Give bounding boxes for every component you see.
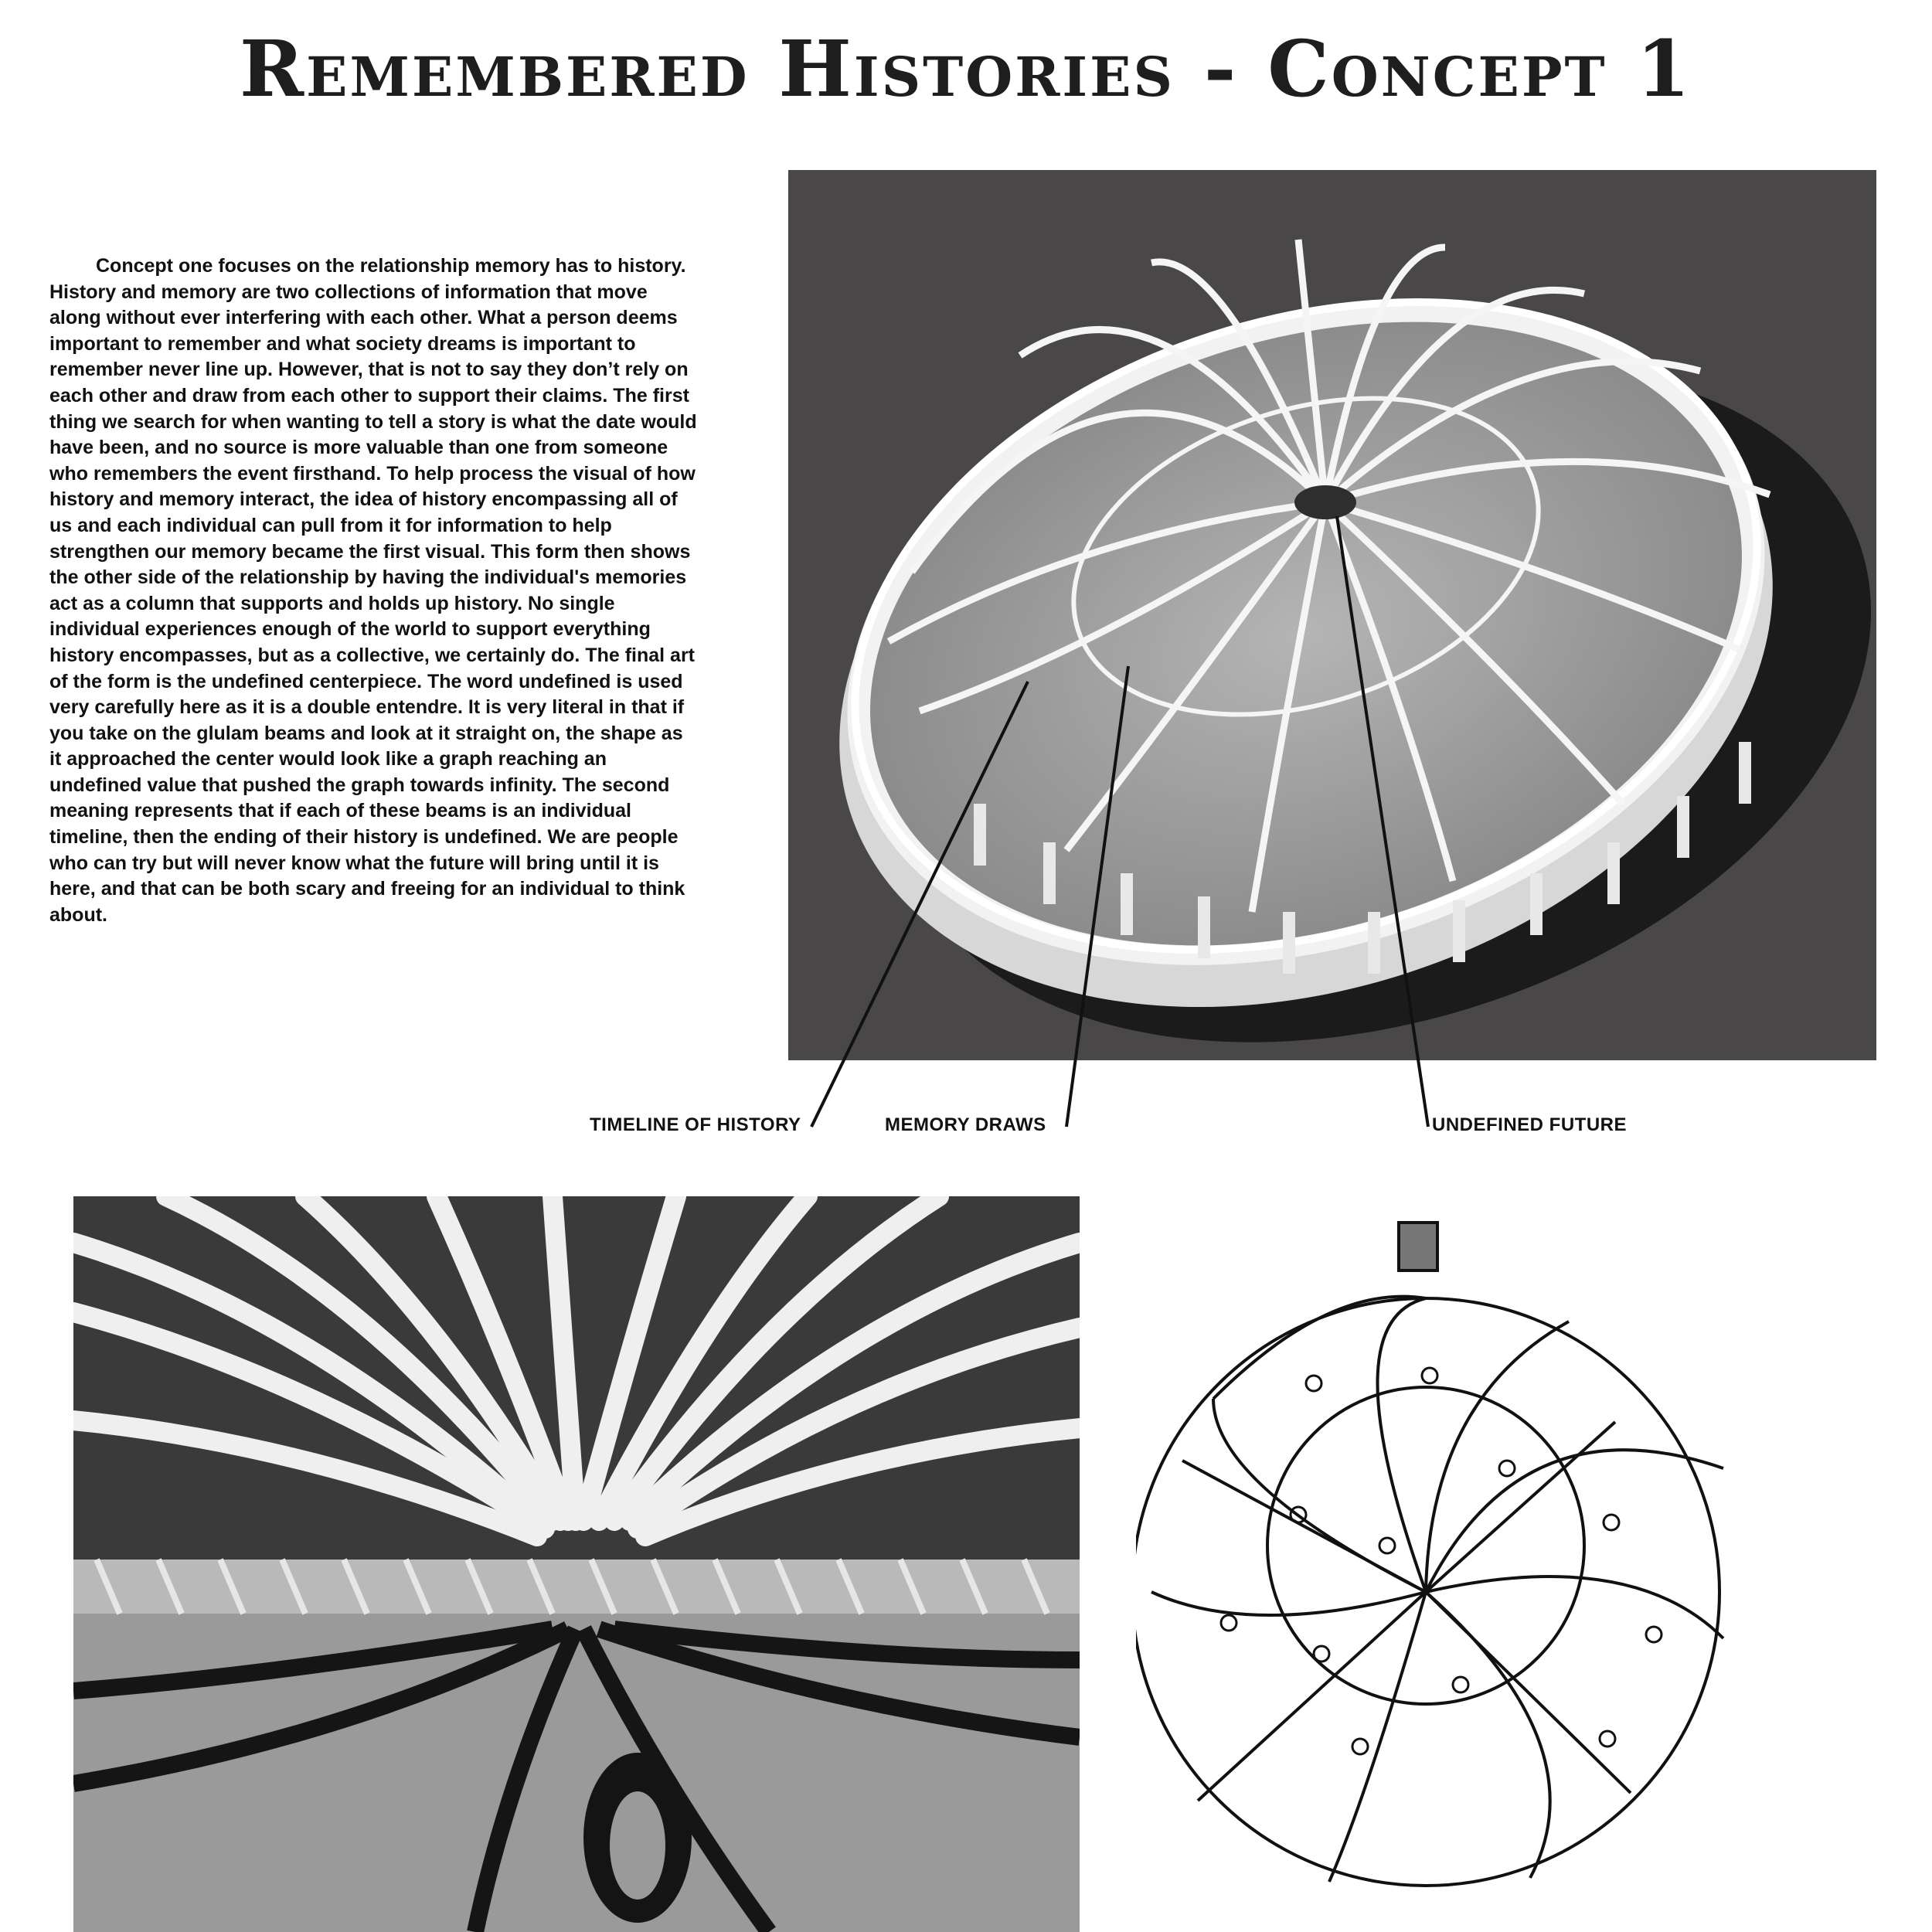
- callout-memory-draws: MEMORY DRAWS: [885, 1114, 1046, 1135]
- callout-undefined-future: UNDEFINED FUTURE: [1432, 1114, 1627, 1135]
- concept-paragraph: Concept one focuses on the relationship memory has to history. History and memory are two collections of information that move along without ever interfering with each other. What a person deems important to remember and what society dreams is important to remember never line up. However, that is not to say they don’t rely on each other and draw from each other to support their claims. The first thing we search for when wanting to tell a story is what the date would have been, and no source is more valuable than one from someone who remembers the event firsthand. To help process the visual of how history and memory interact, the idea of history encompassing all of us and each individual can pull from it for information to help strengthen our memory became the first visual. This form then shows the other side of the relationship by having the individual's memories act as a column that supports and holds up history. No single individual experiences enough of the world to support everything history encompasses, but as a collective, we certainly do. The final art of the form is the undefined centerpiece. The word undefined is used very carefully here as it is a double entendre. It is very literal in that if you take on the glulam beams and look at it straight on, the shape as it approached the center would look like a graph reaching an undefined value that pushed the graph towards infinity. The second meaning represents that if each of these beams is an individual timeline, then the ending of their history is undefined. We are people who can try but will never know what the future will bring until it is here, and that can be both scary and freeing for an individual to think about.: [49, 255, 697, 926]
- leader-future: [1337, 516, 1428, 1127]
- leader-timeline: [811, 682, 1028, 1127]
- page-title: Remembered Histories - Concept 1: [240, 23, 1692, 114]
- leader-memory: [1066, 666, 1128, 1127]
- callout-timeline-of-history: TIMELINE OF HISTORY: [590, 1114, 801, 1135]
